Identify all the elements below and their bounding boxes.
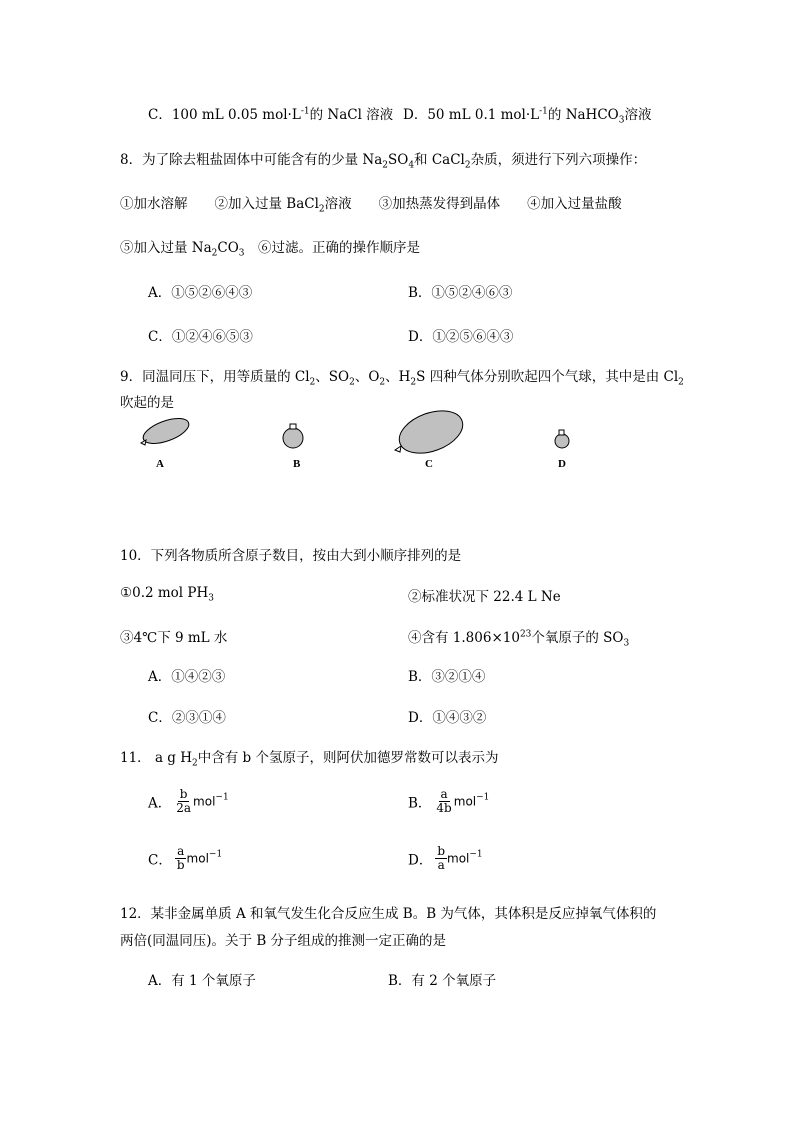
q8-operations-line2: ⑤加入过量 $Na_2CO_3$ ⑥过滤。正确的操作顺序是: [120, 240, 421, 259]
q8-stem: 8．为了除去粗盐固体中可能含有的少量 $Na_2SO_4$和 CaCl$_2$杂质，须进行下列六项操作：: [120, 152, 647, 171]
balloon-figure: [0, 410, 794, 470]
q12-stem-line2: 两倍(同温同压)。关于 B 分子组成的推测一定正确的是: [120, 933, 447, 949]
balloon-label-d: D: [558, 458, 566, 470]
q10-item-2: ②标准状况下 22.4 L Ne: [408, 589, 561, 605]
q8-option-d: D．①②⑤⑥④③: [408, 329, 514, 345]
q9-stem-line2: 吹起的是: [120, 395, 174, 411]
q11-option-d: D． $\frac{b}{a}$ mol$^{-1}$: [408, 844, 483, 872]
q10-option-d: D．①④③②: [408, 710, 487, 726]
q7-option-c: C．100 mL 0.05 $mol\cdot L^{-1}$的 NaCl 溶液: [148, 106, 394, 123]
q9-stem-line1: 9．同温同压下，用等质量的 $Cl_2$、$SO_2$、$O_2$、$H_2S$ 四种气体分别吹起四个气球，其中是由 $Cl_2$: [120, 369, 684, 388]
q8-option-b: B．①⑤②④⑥③: [408, 285, 513, 301]
balloon-label-c: C: [425, 458, 433, 470]
q11-option-a: A． $\frac{b}{2a}$ mol$^{-1}$: [148, 787, 229, 815]
q11-option-c: C． $\frac{a}{b}$ mol$^{-1}$: [148, 844, 223, 872]
balloon-label-a: A: [156, 458, 164, 470]
balloon-a: [140, 413, 192, 448]
q10-option-c: C．②③①④: [148, 710, 226, 726]
q12-stem-line1: 12．某非金属单质 A 和氧气发生化合反应生成 B。B 为气体，其体积是反应掉氧气体积的: [120, 906, 657, 922]
balloon-d: [555, 430, 569, 448]
q12-option-b: B．有 2 个氧原子: [388, 973, 497, 989]
q11-stem: 11． a g $H_2$中含有 b 个氢原子，则阿伏加德罗常数可以表示为: [120, 750, 499, 769]
q10-item-1: ①0.2 mol $PH_3$: [120, 585, 214, 604]
q12-option-a: A．有 1 个氧原子: [148, 973, 256, 989]
balloon-label-b: B: [293, 458, 301, 470]
q10-item-3: ③4℃下 9 mL 水: [120, 630, 228, 646]
q8-option-c: C．①②④⑥⑤③: [148, 329, 253, 345]
q10-option-a: A．①④②③: [148, 669, 226, 685]
q11-option-b: B． $\frac{a}{4b}$ mol$^{-1}$: [408, 787, 490, 815]
q10-item-4: ④含有 $1.806\times 10^{23}$个氧原子的 $SO_3$: [408, 629, 630, 649]
balloon-b: [283, 424, 303, 448]
q8-option-a: A．①⑤②⑥④③: [148, 285, 253, 301]
q8-operations-line1: ①加水溶解 ②加入过量 BaCl$_2$溶液 ③加热蒸发得到晶体 ④加入过量盐酸: [120, 196, 622, 215]
q7-option-d: D．50 mL 0.1 $mol\cdot L^{-1}$的 NaHCO$_3$溶液: [403, 106, 652, 126]
balloon-c: [393, 410, 468, 461]
q10-stem: 10．下列各物质所含原子数目，按由大到小顺序排列的是: [120, 548, 462, 564]
q10-option-b: B．③②①④: [408, 669, 486, 685]
